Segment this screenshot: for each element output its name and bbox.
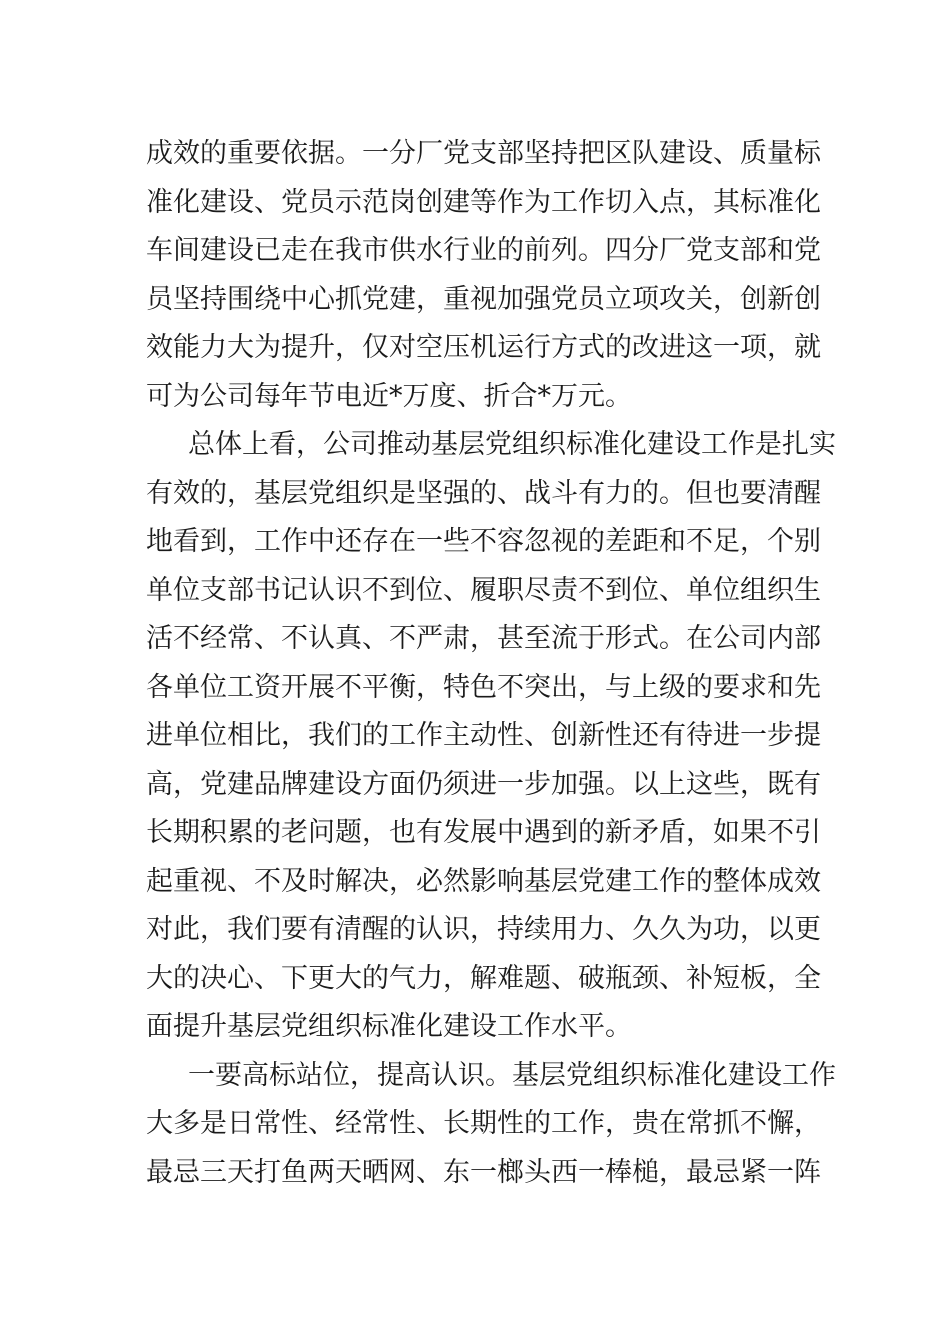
text-line: 可为公司每年节电近*万度、折合*万元。 — [146, 380, 632, 412]
text-line: 大的决心、下更大的气力，解难题、破瓶颈、补短板，全 — [146, 962, 821, 994]
text-line: 单位支部书记认识不到位、履职尽责不到位、单位组织生 — [146, 574, 821, 606]
text-line: 车间建设已走在我市供水行业的前列。四分厂党支部和党 — [146, 235, 821, 266]
text-line: 最忌三天打鱼两天晒网、东一榔头西一棒槌，最忌紧一阵 — [146, 1156, 821, 1188]
text-line: 大多是日常性、经常性、长期性的工作，贵在常抓不懈， — [146, 1108, 821, 1139]
text-line: 对此，我们要有清醒的认识，持续用力、久久为功，以更 — [146, 914, 821, 945]
text-line: 各单位工资开展不平衡，特色不突出，与上级的要求和先 — [146, 671, 821, 703]
document-body — [146, 130, 836, 1197]
text-line: 一要高标站位，提高认识。基层党组织标准化建设工作 — [188, 1059, 836, 1091]
text-line: 活不经常、不认真、不严肃，甚至流于形式。在公司内部 — [146, 623, 821, 654]
text-line: 长期积累的老问题，也有发展中遇到的新矛盾，如果不引 — [146, 817, 821, 848]
text-line: 员坚持围绕中心抓党建，重视加强党员立项攻关，创新创 — [146, 283, 821, 315]
text-line: 效能力大为提升，仅对空压机运行方式的改进这一项，就 — [146, 332, 821, 363]
text-line: 准化建设、党员示范岗创建等作为工作切入点，其标准化 — [146, 186, 821, 218]
text-line: 起重视、不及时解决，必然影响基层党建工作的整体成效 — [146, 865, 821, 897]
text-line: 有效的，基层党组织是坚强的、战斗有力的。但也要清醒 — [146, 477, 821, 509]
text-line: 地看到，工作中还存在一些不容忽视的差距和不足，个别 — [146, 526, 821, 557]
text-line: 高，党建品牌建设方面仍须进一步加强。以上这些，既有 — [146, 768, 821, 800]
text-line: 进单位相比，我们的工作主动性、创新性还有待进一步提 — [146, 720, 821, 751]
text-line: 成效的重要依据。一分厂党支部坚持把区队建设、质量标 — [146, 138, 821, 169]
text-line: 总体上看，公司推动基层党组织标准化建设工作是扎实 — [188, 429, 836, 460]
text-line: 面提升基层党组织标准化建设工作水平。 — [146, 1011, 632, 1042]
